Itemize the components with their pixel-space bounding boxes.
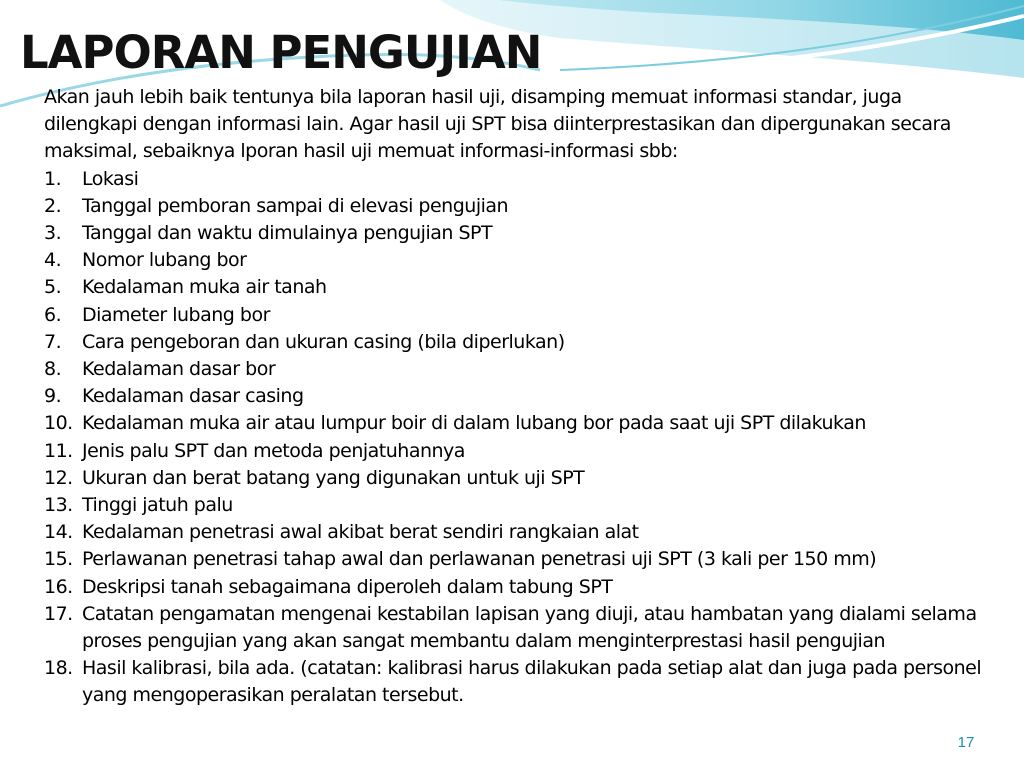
list-item-number: 12. bbox=[44, 466, 73, 489]
numbered-list bbox=[44, 166, 984, 710]
list-item-number: 17. bbox=[44, 602, 73, 625]
list-item bbox=[44, 410, 984, 437]
list-item-number: 6. bbox=[44, 303, 62, 326]
list-item-number: 8. bbox=[44, 358, 62, 381]
list-item-number: 16. bbox=[44, 575, 73, 598]
slide-title: LAPORAN PENGUJIAN bbox=[20, 26, 542, 79]
list-item bbox=[44, 465, 984, 492]
list-item bbox=[44, 383, 984, 410]
list-item bbox=[44, 356, 984, 383]
list-item-text: Jenis palu SPT dan metoda penjatuhannya bbox=[82, 439, 465, 462]
list-item-number: 14. bbox=[44, 521, 73, 544]
page-number: 17 bbox=[957, 734, 975, 751]
list-item-number: 11. bbox=[44, 439, 73, 462]
list-item bbox=[44, 574, 984, 601]
list-item-number: 4. bbox=[44, 249, 62, 272]
list-item-text: Deskripsi tanah sebagaimana diperoleh dalam tabung SPT bbox=[82, 575, 613, 598]
list-item-number: 9. bbox=[44, 385, 62, 408]
list-item-text: Ukuran dan berat batang yang digunakan untuk uji SPT bbox=[82, 466, 585, 489]
list-item-text: Perlawanan penetrasi tahap awal dan perlawanan penetrasi uji SPT (3 kali per 150 mm) bbox=[82, 548, 877, 571]
list-item bbox=[44, 329, 984, 356]
list-item-number: 18. bbox=[44, 657, 73, 680]
list-item-number: 1. bbox=[44, 167, 62, 190]
list-item-text: Catatan pengamatan mengenai kestabilan lapisan yang diuji, atau hambatan yang dialami selama proses pengujian yang akan sangat membantu dalam menginterprestasi hasil pengujian bbox=[82, 602, 977, 653]
list-item bbox=[44, 438, 984, 465]
list-item-text: Kedalaman dasar bor bbox=[82, 358, 276, 381]
list-item-text: Tanggal dan waktu dimulainya pengujian SPT bbox=[82, 222, 493, 245]
list-item bbox=[44, 247, 984, 274]
list-item-number: 3. bbox=[44, 222, 62, 245]
list-item-number: 5. bbox=[44, 276, 62, 299]
list-item-text: Tanggal pemboran sampai di elevasi pengujian bbox=[82, 194, 509, 217]
list-item-text: Hasil kalibrasi, bila ada. (catatan: kalibrasi harus dilakukan pada setiap alat dan juga pada personel yang mengoperasikan peralatan tersebut. bbox=[82, 657, 982, 707]
list-item-text: Diameter lubang bor bbox=[82, 303, 270, 326]
list-item bbox=[44, 546, 984, 573]
list-item-text: Lokasi bbox=[82, 167, 139, 190]
list-item-text: Kedalaman muka air atau lumpur boir di dalam lubang bor pada saat uji SPT dilakukan bbox=[82, 412, 866, 435]
list-item bbox=[44, 601, 984, 655]
list-item-number: 15. bbox=[44, 548, 73, 571]
list-item-text: Tinggi jatuh palu bbox=[82, 494, 233, 517]
list-item-number: 13. bbox=[44, 494, 73, 517]
list-item-number: 2. bbox=[44, 194, 62, 217]
list-item bbox=[44, 274, 984, 301]
list-item bbox=[44, 519, 984, 546]
list-item-text: Cara pengeboran dan ukuran casing (bila diperlukan) bbox=[82, 330, 565, 353]
list-item bbox=[44, 302, 984, 329]
list-item-text: Kedalaman dasar casing bbox=[82, 385, 304, 408]
list-item bbox=[44, 492, 984, 519]
list-item bbox=[44, 193, 984, 220]
list-item-text: Kedalaman muka air tanah bbox=[82, 276, 327, 299]
list-item-text: Nomor lubang bor bbox=[82, 249, 247, 272]
intro-paragraph: Akan jauh lebih baik tentunya bila laporan hasil uji, disamping memuat informasi standar, juga dilengkapi dengan informasi lain. Agar hasil uji SPT bisa diinterprestasikan dan dipergunakan secara maksimal, sebaiknya lporan hasil uji memuat informasi-informasi sbb: bbox=[44, 86, 951, 163]
list-item bbox=[44, 166, 984, 193]
list-item bbox=[44, 220, 984, 247]
list-item-number: 10. bbox=[44, 412, 73, 435]
slide-body bbox=[44, 84, 984, 710]
list-item-text: Kedalaman penetrasi awal akibat berat sendiri rangkaian alat bbox=[82, 521, 639, 544]
list-item-number: 7. bbox=[44, 330, 62, 353]
list-item bbox=[44, 655, 984, 709]
